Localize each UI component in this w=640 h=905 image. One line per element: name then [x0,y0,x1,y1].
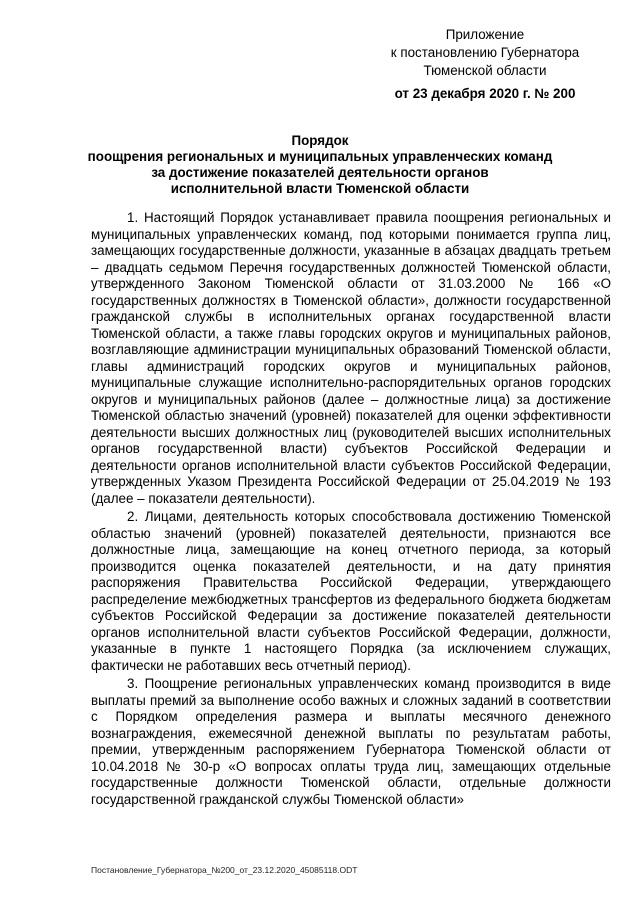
paragraph-1: 1. Настоящий Порядок устанавливает правила поощрения региональных и муниципальных управленческих команд, под которыми понимается группа лиц, замещающих государственные должности, указанные в абзацах двадцать третьем – двадцать седьмом Перечня государственных должностей Тюменской области, утвержденного Законом Тюменской области от 31.03.2000 № 166 «О государственных должностях в Тюменской области», должности государственной гражданской службы в исполнительных органах государственной власти Тюменской области, а также главы городских округов и муниципальных районов, возглавляющие администрации муниципальных образований Тюменской области, главы администраций городских округов и муниципальных районов, муниципальные служащие исполнительно-распорядительных органов городских округов и муниципальных районов (далее – должностные лица) за достижение Тюменской областью значений (уровней) показателей для оценки эффективности деятельности высших должностных лиц (руководителей высших исполнительных органов государственной власти) субъектов Российской Федерации и деятельности органов исполнительной власти субъектов Российской Федерации, утвержденных Указом Президента Российской Федерации от 25.04.2019 № 193 (далее – показатели деятельности). [91,210,611,506]
title-line-4: исполнительной власти Тюменской области [170,181,470,196]
title-line-1: Порядок [291,133,349,148]
title-line-2: поощрения региональных и муниципальных управленческих команд [87,149,553,164]
appendix-header [370,26,600,103]
document-body [91,210,611,810]
appendix-region: Тюменской области [423,63,547,78]
appendix-date-number: от 23 декабря 2020 г. № 200 [394,86,576,101]
paragraph-3: 3. Поощрение региональных управленческих команд производится в виде выплаты премий за выполнение особо важных и сложных заданий в соответствии с Порядком определения размера и выплаты месячного денежного вознаграждения, ежемесячной денежной выплаты по результатам работы, премии, утвержденным распоряжением Губернатора Тюменской области от 10.04.2018 № 30-р «О вопросах оплаты труда лиц, замещающих отдельные государственные должности Тюменской области, отдельные должности государственной гражданской службы Тюменской области» [91,676,611,807]
appendix-reference: к постановлению Губернатора [390,45,580,60]
file-footer: Постановление_Губернатора_№200_от_23.12.2020_45085118.ODT [91,865,358,875]
title-line-3: за достижение показателей деятельности органов [151,165,489,180]
appendix-label: Приложение [445,27,525,42]
paragraph-2: 2. Лицами, деятельность которых способствовала достижению Тюменской областью значений (уровней) показателей деятельности, признаются все должностные лица, замещающие на конец отчетного периода, за который производится оценка показателей деятельности, и на дату принятия распоряжения Правительства Российской Федерации, утверждающего распределение межбюджетных трансфертов из федерального бюджета бюджетам субъектов Российской Федерации за достижение показателей деятельности органов исполнительной власти субъектов Российской Федерации, должности, указанные в пункте 1 настоящего Порядка (за исключением служащих, фактически не работавших весь отчетный период). [91,509,611,673]
document-title [70,133,570,197]
